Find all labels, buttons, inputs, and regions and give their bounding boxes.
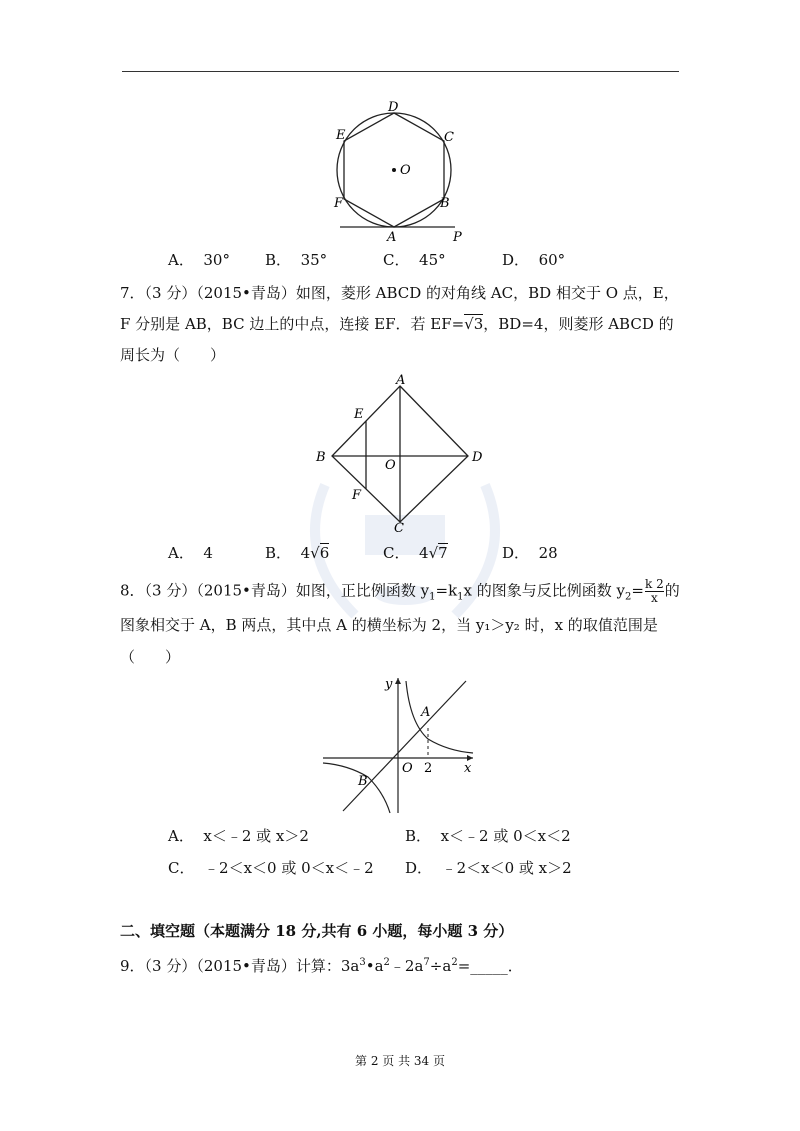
- label-O: O: [400, 163, 411, 178]
- header-rule: [122, 71, 679, 72]
- q6-option-b[interactable]: B． 35°: [265, 251, 328, 269]
- q8-option-d[interactable]: D． ﹣2＜x＜0 或 x＞2: [405, 859, 572, 877]
- label-F: F: [334, 196, 344, 211]
- label-F: F: [352, 488, 362, 503]
- q7-line1: 7．（3 分）（2015•青岛）如图，菱形 ABCD 的对角线 AC，BD 相交于 O 点，E，: [120, 284, 679, 302]
- label-B: B: [440, 196, 450, 211]
- q8-line2: 图象相交于 A，B 两点，其中点 A 的横坐标为 2，当 y₁＞y₂ 时，x 的取值范围是: [120, 616, 658, 634]
- label-A: A: [396, 373, 406, 388]
- q8-line1: 8．（3 分）（2015•青岛）如图，正比例函数 $y_1=k_1x$ 的图象与反比例函数 $y_2=$ $\frac{k 2}{x}$ 的: [120, 577, 680, 605]
- label-2: 2: [424, 761, 433, 776]
- label-P: P: [453, 230, 462, 245]
- label-y: y: [385, 677, 393, 692]
- q8-function-graph: [318, 673, 483, 815]
- q8-option-b[interactable]: B． x＜﹣2 或 0＜x＜2: [405, 827, 571, 845]
- q7-option-c[interactable]: C． 4√7: [383, 544, 448, 562]
- label-E: E: [336, 128, 346, 143]
- q7-line3: 周长为（ ）: [120, 346, 226, 364]
- fraction: $\frac{k 2}{x}$: [644, 577, 664, 605]
- q6-option-c[interactable]: C． 45°: [383, 251, 446, 269]
- q7-option-d[interactable]: D． 28: [502, 544, 558, 562]
- page-footer: 第 2 页 共 34 页: [355, 1054, 445, 1068]
- label-C: C: [394, 521, 404, 534]
- label-D: D: [472, 450, 483, 465]
- q7-option-b[interactable]: B． 4√6: [265, 544, 330, 562]
- q6-option-a[interactable]: A． 30°: [168, 251, 230, 269]
- q7-option-a[interactable]: A． 4: [168, 544, 213, 562]
- q8-option-c[interactable]: C． ﹣2＜x＜0 或 0＜x＜﹣2: [168, 859, 374, 877]
- label-C: C: [444, 130, 454, 145]
- section-heading: 二、填空题（本题满分 18 分,共有 6 小题，每小题 3 分）: [120, 922, 514, 940]
- q7-rhombus-figure: [310, 372, 490, 534]
- q9-text: 9．（3 分）（2015•青岛）计算：$3a^3•a^2﹣2a^7\div a^2=\_\_\_\_\_$．: [120, 957, 523, 975]
- label-E: E: [354, 407, 364, 422]
- label-D: D: [388, 100, 399, 115]
- label-B: B: [358, 774, 368, 789]
- label-O: O: [385, 458, 396, 473]
- label-A: A: [421, 705, 431, 720]
- label-A: A: [387, 230, 397, 245]
- q7-line2: F 分别是 AB，BC 边上的中点，连接 EF．若 EF=√3，BD=4，则菱形 ABCD 的: [120, 315, 674, 333]
- q8-option-a[interactable]: A． x＜﹣2 或 x＞2: [168, 827, 309, 845]
- label-O: O: [402, 761, 413, 776]
- q6-hexagon-figure: [330, 95, 470, 245]
- label-B: B: [316, 450, 326, 465]
- q6-option-d[interactable]: D． 60°: [502, 251, 566, 269]
- label-x: x: [464, 761, 472, 776]
- q8-line3: （ ）: [120, 648, 181, 666]
